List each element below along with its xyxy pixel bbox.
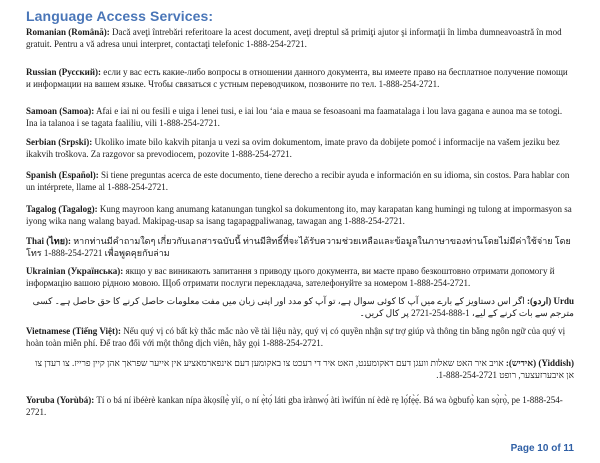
page-number: Page 10 of 11 bbox=[510, 443, 574, 454]
language-entry-yoruba bbox=[26, 395, 574, 418]
language-entry-serbian bbox=[26, 137, 574, 160]
language-entry-urdu bbox=[26, 296, 574, 319]
language-entry-romanian bbox=[26, 27, 574, 50]
language-notice: Afai e iai ni ou fesili e uiga i lenei tusi, e iai lou ‘aia e maua se fesoasoani ma faamatalaga i lou lava gagana e aunoa ma se totogi. Ina ia talanoa i se tagata faaliliu, vili 1-888-254-2721. bbox=[26, 106, 563, 128]
section-title: Language Access Services: bbox=[26, 8, 214, 24]
language-name: Ukrainian (Українська): bbox=[26, 266, 124, 276]
language-notice: หากท่านมีคำถามใดๆ เกี่ยวกับเอกสารฉบับนี้ ท่านมีสิทธิ์ที่จะได้รับความช่วยเหลือและข้อมูลในภาษาของท่านโดยไม่มีค่าใช้จ่าย โดยโทร 1-888-254-2721 เพื่อพูดคุยกับล่าม bbox=[26, 236, 571, 258]
language-name: Vietnamese (Tiếng Việt): bbox=[26, 326, 121, 336]
language-notice: Ukoliko imate bilo kakvih pitanja u vezi sa ovim dokumentom, imate pravo da dobijete pomoć i informacije na vašem jeziku bez ikakvih troškova. Za razgovor sa prevodiocem, pozovite 1-888-254-2721. bbox=[26, 137, 560, 159]
language-entry-spanish bbox=[26, 170, 574, 193]
language-entry-yiddish bbox=[26, 358, 574, 381]
language-entry-vietnamese bbox=[26, 326, 574, 349]
language-entry-samoan bbox=[26, 106, 574, 129]
language-entry-tagalog bbox=[26, 204, 574, 227]
language-name: Samoan (Samoa): bbox=[26, 106, 95, 116]
language-name: Russian (Русский): bbox=[26, 67, 102, 77]
language-notice: Nếu quý vị có bất kỳ thắc mắc nào về tài liệu này, quý vị có quyền nhận sự trợ giúp và thông tin bằng ngôn ngữ của quý vị hoàn toàn miễn phí. Để trao đổi với một thông dịch viên, hãy gọi 1-888-254-2721. bbox=[26, 326, 566, 348]
language-name: (Yiddish) (אידיש): bbox=[505, 358, 574, 368]
language-notice: Si tiene preguntas acerca de este documento, tiene derecho a recibir ayuda e información en su idioma, sin costos. Para hablar con un intérprete, llame al 1-888-254-2721. bbox=[26, 170, 570, 192]
language-name: Thai (ไทย): bbox=[26, 236, 71, 246]
language-notice: если у вас есть какие-либо вопросы в отношении данного документа, вы имеете право на бесплатное получение помощи и информации на вашем языке. Чтобы связаться с устным переводчиком, позвоните по тел. 1-888-254-2721. bbox=[26, 67, 568, 89]
language-notice: اگر اس دستاویز کے بارے میں آپ کا کوئی سوال ہے، تو آپ کو مدد اور اپنی زبان میں مفت معلومات حاصل کرنے کا حق حاصل ہے۔ کسی مترجم سے بات کرنے کے لیے، 1-888-254-2721 پر کال کریں۔ bbox=[32, 296, 574, 318]
language-name: Romanian (Română): bbox=[26, 27, 110, 37]
language-notice: Dacă aveţi întrebări referitoare la acest document, aveţi dreptul să primiţi ajutor şi informaţii în limba dumneavoastră în mod gratuit. Pentru a vă adresa unui interpret, contactaţi telefonic 1-888-254-2721. bbox=[26, 27, 562, 49]
language-name: Urdu (اردو): bbox=[527, 296, 574, 306]
language-name: Serbian (Srpski): bbox=[26, 137, 93, 147]
language-notice: Kung mayroon kang anumang katanungan tungkol sa dokumentong ito, may karapatan kang humingi ng tulong at impormasyon sa iyong wika nang walang bayad. Makipag-usap sa isang tagapagpaliwanag, tawagan ang 1-888-254-2721. bbox=[26, 204, 572, 226]
language-notice: אויב איר האט שאלות וועגן דעם דאקומענט, האט איר די רעכט צו באקומען דעם אינפארמאציע אין אייער שפראך אהן קיין פרייז. צו רעדן צו אן איבערזעצער, רופט 1-888-254-2721. bbox=[35, 358, 574, 380]
language-name: Yoruba (Yorùbá): bbox=[26, 395, 95, 405]
language-name: Spanish (Español): bbox=[26, 170, 99, 180]
language-notice: Tí o bá ní ìbéèrè kankan nípa àkọsílẹ̀ yìí, o ní ẹ̀tọ́ láti gba ìrànwọ́ àti ìwífún ní èdè rẹ lọ́fẹ̀ẹ́. Bá wa ògbufọ̀ kan sọ̀rọ̀, pe 1-888-254-2721. bbox=[26, 395, 563, 417]
language-entry-thai bbox=[26, 236, 574, 259]
language-entry-russian bbox=[26, 67, 574, 90]
language-entry-ukrainian bbox=[26, 266, 574, 289]
language-notice: якщо у вас виникають запитання з приводу цього документа, ви маєте право безкоштовно отримати допомогу й інформацію вашою рідною мовою. Щоб отримати послуги перекладача, зателефонуйте за номером 1-888-254-2721. bbox=[26, 266, 555, 288]
language-name: Tagalog (Tagalog): bbox=[26, 204, 98, 214]
